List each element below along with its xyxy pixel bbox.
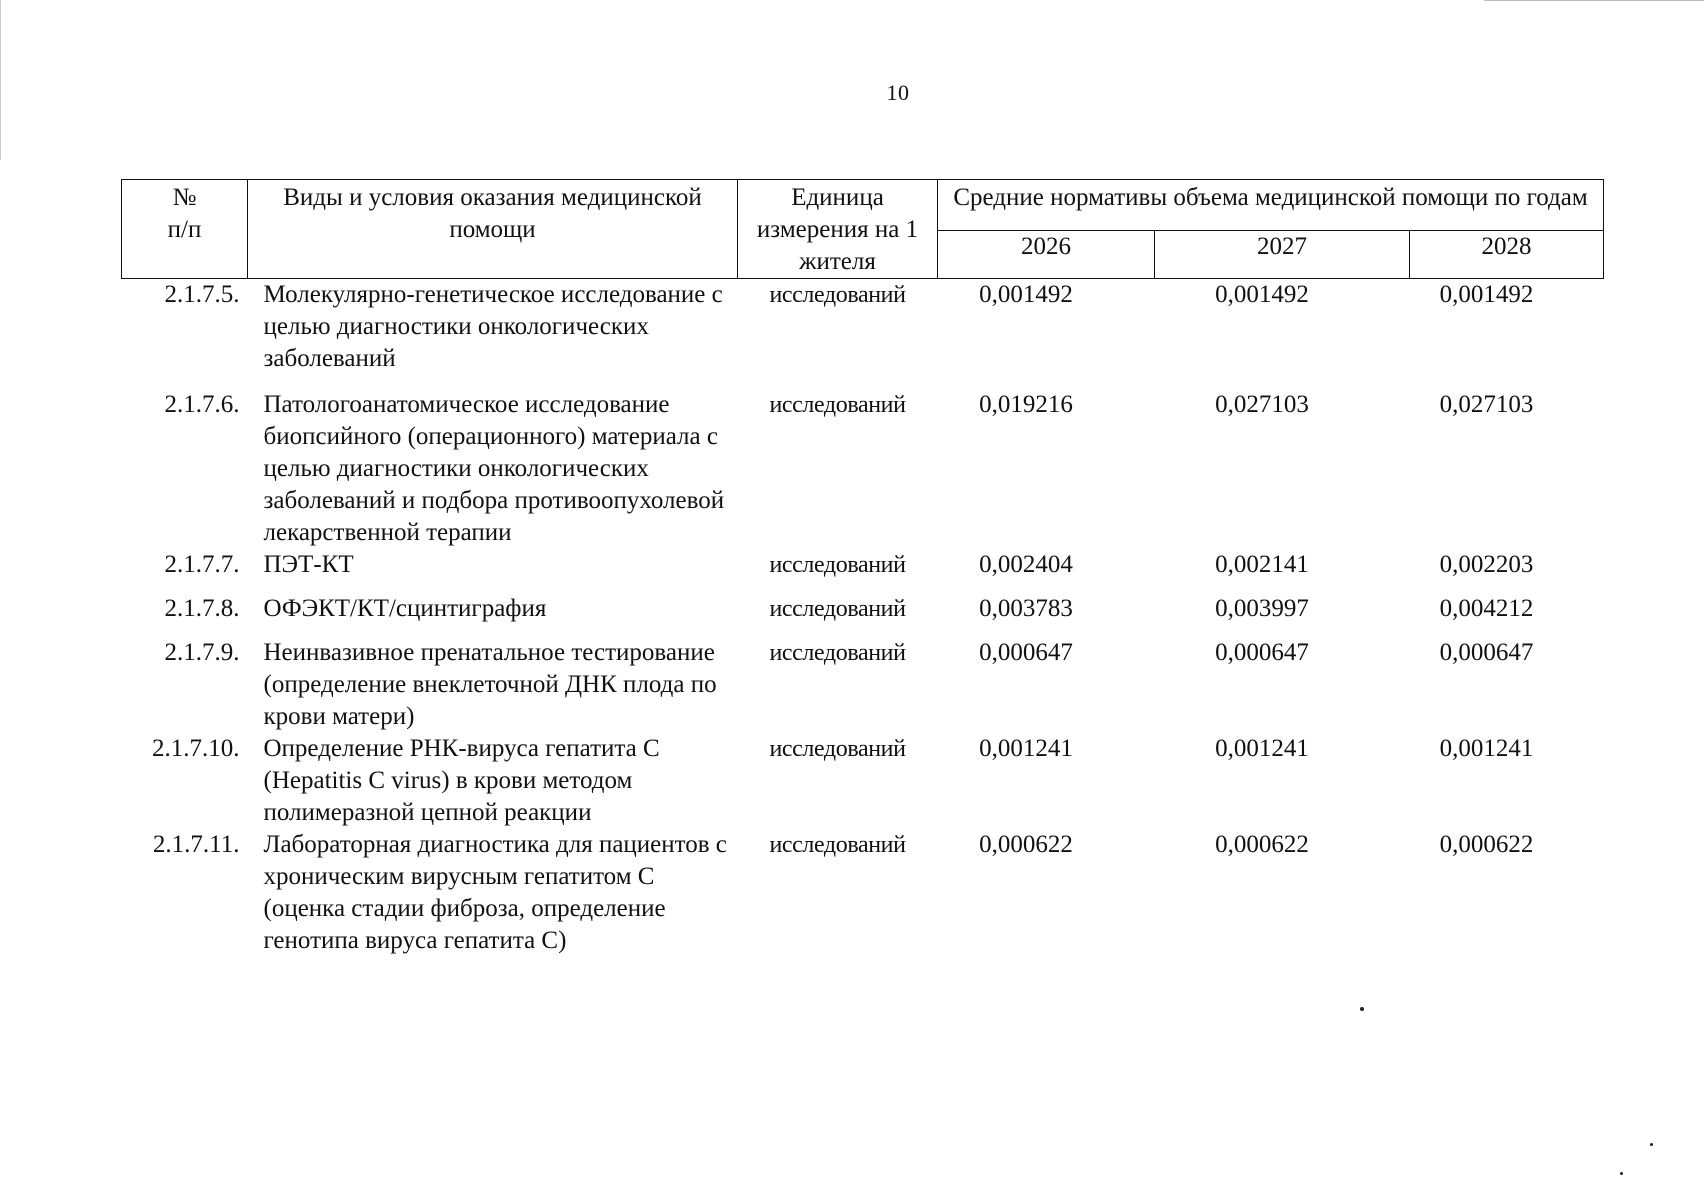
header-type: Виды и условия оказания медицинской помощи <box>248 180 738 279</box>
scan-speck <box>1360 1007 1364 1011</box>
value-2028: 0,001492 <box>1439 281 1534 308</box>
row-type: Молекулярно-генетическое исследование с целью диагностики онкологических заболеваний <box>263 281 723 372</box>
table-row <box>122 637 1604 733</box>
scan-speck <box>1650 1143 1653 1146</box>
table-body <box>122 279 1604 958</box>
page-number: 10 <box>886 80 910 105</box>
value-2028: 0,027103 <box>1439 391 1534 418</box>
value-2026: 0,001241 <box>979 735 1073 762</box>
row-unit: исследований <box>769 282 906 308</box>
header-year: 2027 <box>1155 230 1410 278</box>
norms-table <box>121 179 1604 957</box>
row-type: Лабораторная диагностика для пациентов с хроническим вирусным гепатитом C (оценка стадии фиброза, определение генотипа вируса гепатита C) <box>263 831 727 954</box>
table-row <box>122 279 1604 390</box>
header-year: 2026 <box>938 230 1155 278</box>
table-row <box>122 733 1604 829</box>
value-2027: 0,027103 <box>1215 391 1309 418</box>
row-unit: исследований <box>769 640 906 666</box>
value-2027: 0,002141 <box>1215 551 1309 578</box>
row-number: 2.1.7.5. <box>164 281 240 308</box>
value-2028: 0,002203 <box>1439 551 1534 578</box>
header-year: 2028 <box>1410 230 1604 278</box>
table-row <box>122 593 1604 637</box>
row-type: ОФЭКТ/КТ/сцинтиграфия <box>263 595 547 622</box>
row-number: 2.1.7.9. <box>164 639 240 666</box>
value-2028: 0,000622 <box>1439 831 1534 858</box>
scan-edge <box>1484 0 1704 1</box>
value-2027: 0,000647 <box>1215 639 1309 666</box>
row-unit: исследований <box>769 552 906 578</box>
row-number: 2.1.7.7. <box>164 551 240 578</box>
row-type: Неинвазивное пренатальное тестирование (определение внеклеточной ДНК плода по крови матери) <box>263 639 717 730</box>
value-2027: 0,003997 <box>1215 595 1309 622</box>
value-2027: 0,001241 <box>1215 735 1309 762</box>
value-2026: 0,002404 <box>979 551 1073 578</box>
row-type: Патологоанатомическое исследование биопсийного (операционного) материала с целью диагностики онкологических заболеваний и подбора противоопухолевой лекарственной терапии <box>263 391 725 546</box>
row-type: Определение РНК-вируса гепатита C (Hepatitis C virus) в крови методом полимеразной цепной реакции <box>263 735 660 826</box>
scan-speck <box>1620 1172 1623 1175</box>
value-2026: 0,019216 <box>979 391 1073 418</box>
value-2028: 0,000647 <box>1439 639 1534 666</box>
table-row <box>122 829 1604 957</box>
value-2028: 0,004212 <box>1439 595 1534 622</box>
row-type: ПЭТ-КТ <box>263 551 354 578</box>
row-number: 2.1.7.8. <box>164 595 240 622</box>
table-row <box>122 389 1604 549</box>
header-unit: Единица измерения на 1 жителя <box>738 180 938 279</box>
header-num: № п/п <box>122 180 248 279</box>
row-unit: исследований <box>769 392 906 418</box>
value-2026: 0,001492 <box>979 281 1073 308</box>
row-number: 2.1.7.10. <box>152 735 240 762</box>
row-number: 2.1.7.11. <box>152 831 240 858</box>
table-row <box>122 549 1604 593</box>
value-2026: 0,003783 <box>979 595 1073 622</box>
row-unit: исследований <box>769 596 906 622</box>
value-2026: 0,000647 <box>979 639 1073 666</box>
value-2026: 0,000622 <box>979 831 1073 858</box>
header-group: Средние нормативы объема медицинской помощи по годам <box>938 180 1604 231</box>
value-2028: 0,001241 <box>1439 735 1534 762</box>
value-2027: 0,001492 <box>1215 281 1309 308</box>
row-unit: исследований <box>769 832 906 858</box>
table-header <box>122 180 1604 279</box>
row-unit: исследований <box>769 736 906 762</box>
value-2027: 0,000622 <box>1215 831 1309 858</box>
row-number: 2.1.7.6. <box>164 391 240 418</box>
